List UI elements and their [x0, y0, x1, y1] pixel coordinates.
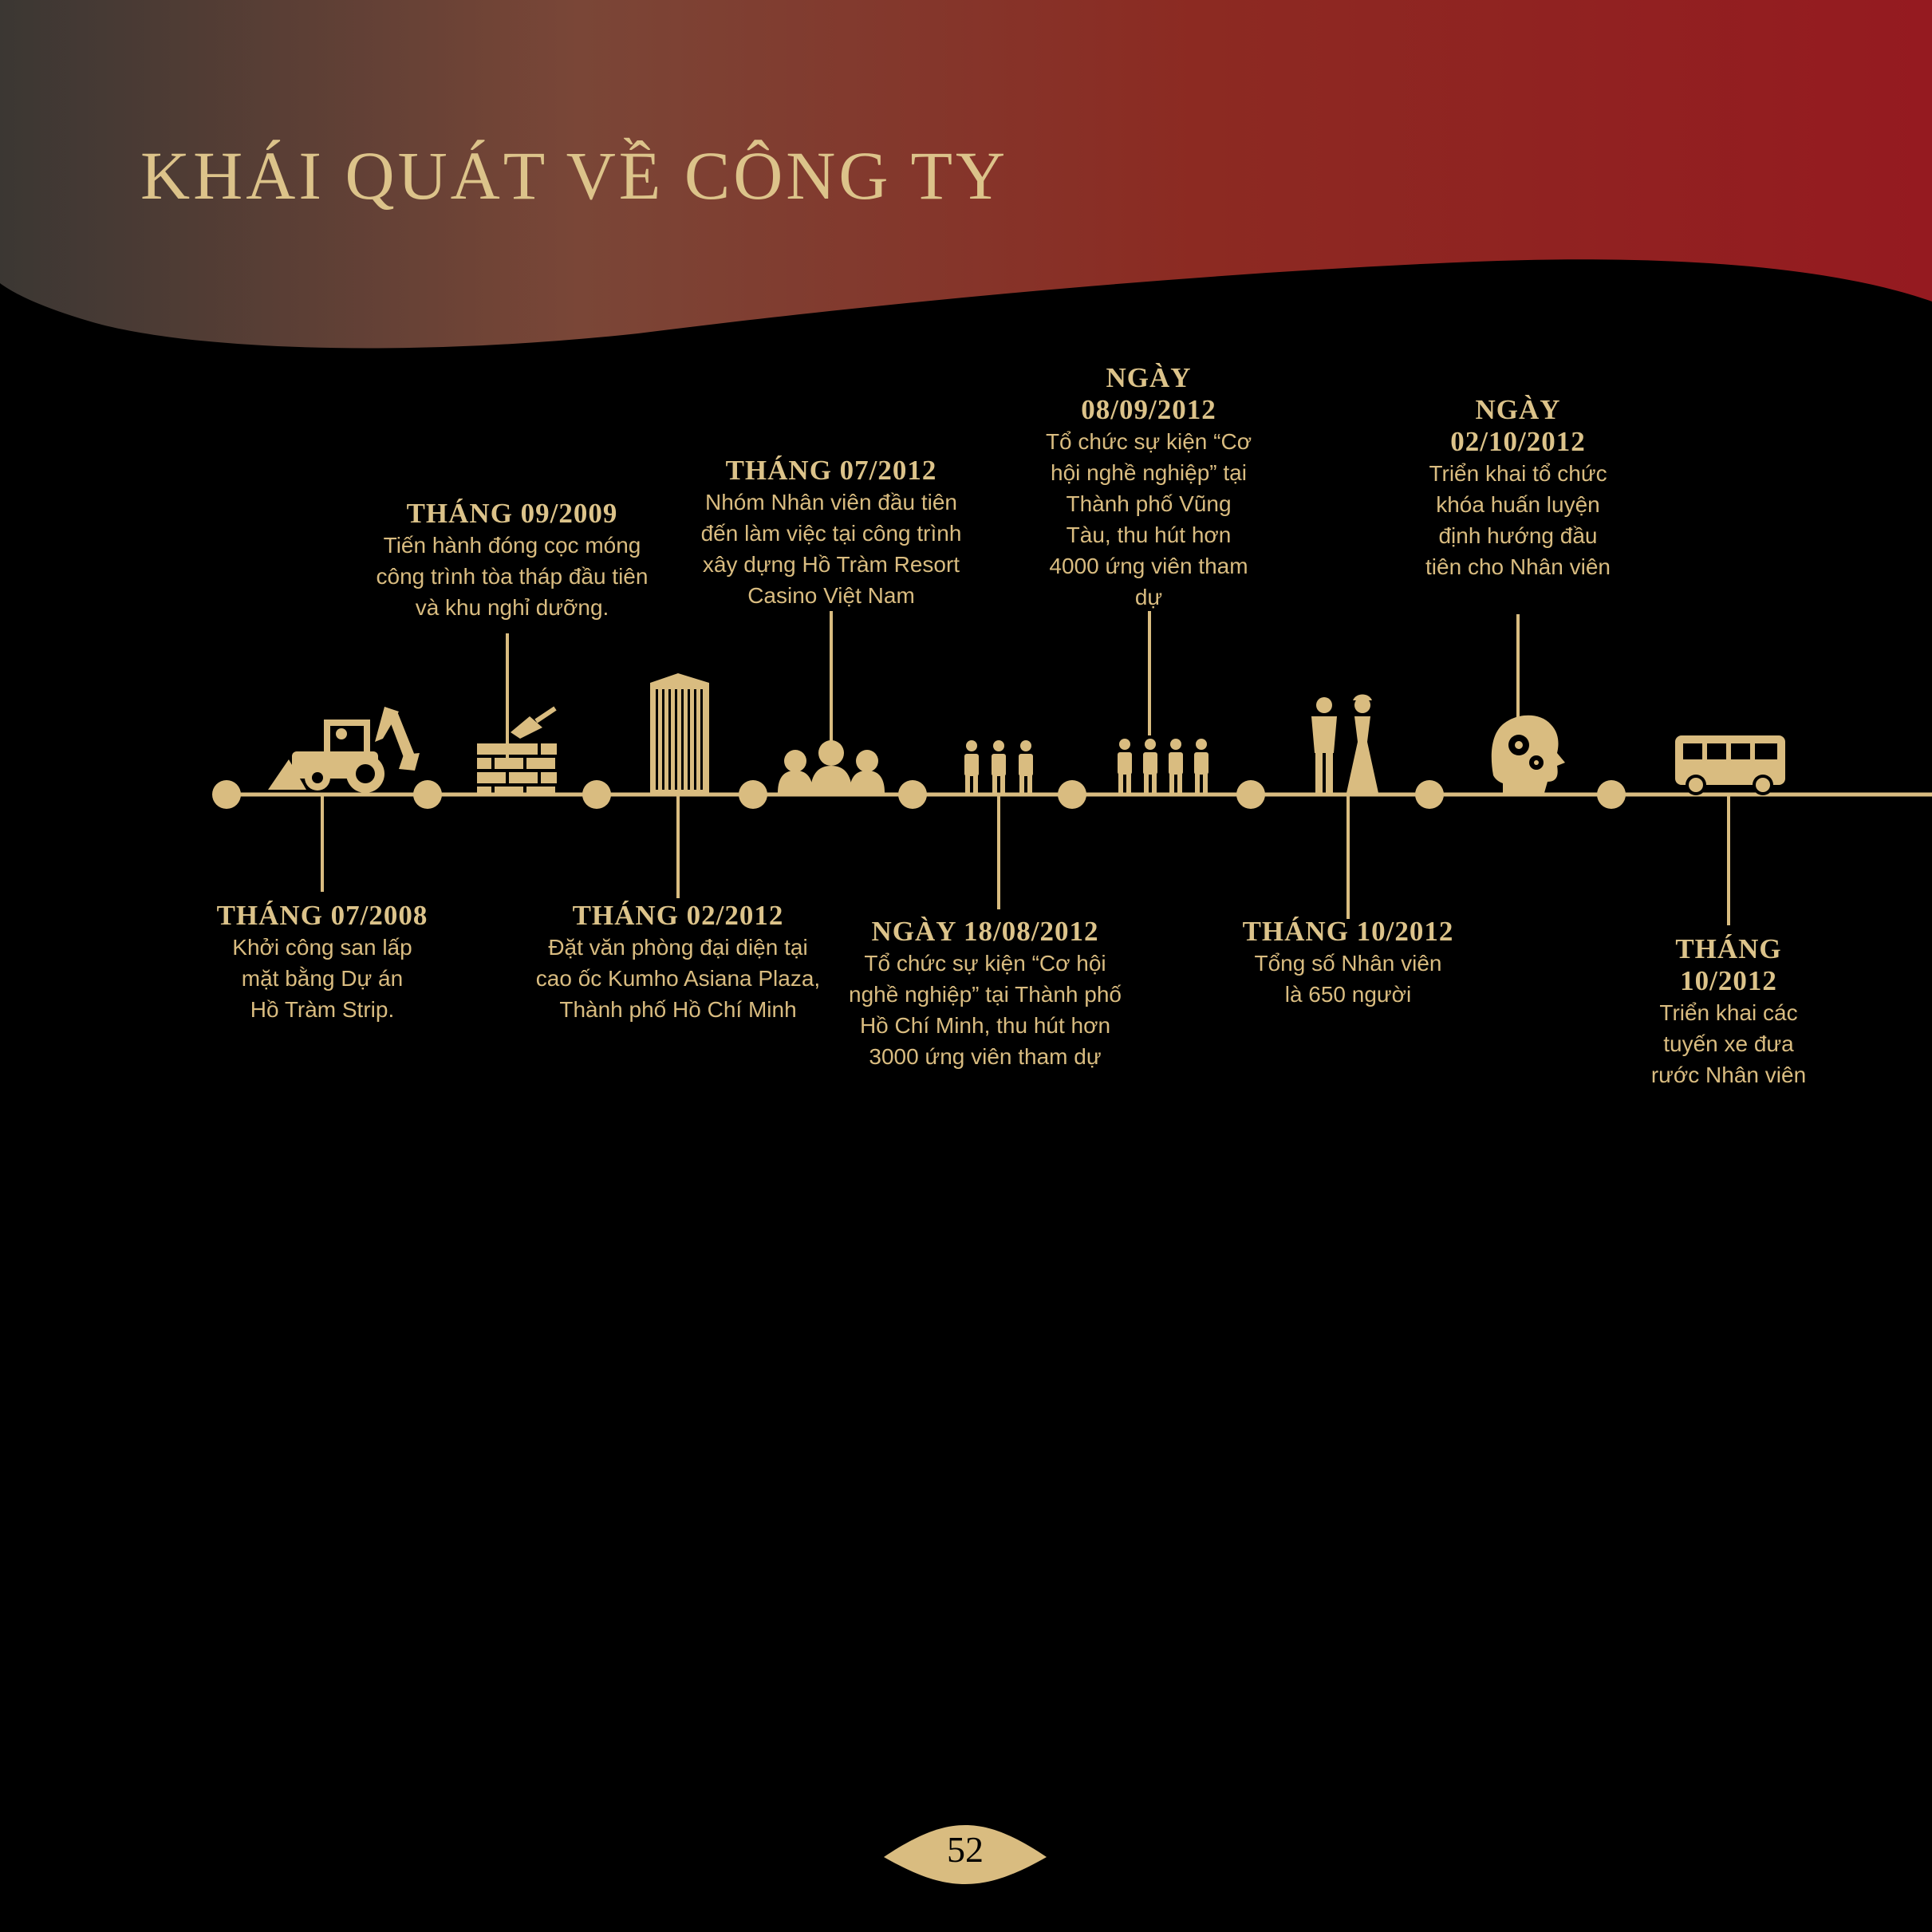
event-date: NGÀY 18/08/2012 [871, 916, 1099, 947]
event-date: THÁNG 10/2012 [1675, 933, 1782, 996]
bulldozer-icon [268, 707, 420, 793]
four-people-icon [1118, 739, 1208, 793]
event-description: Tổ chức sự kiện “Cơ hội nghề nghiệp” tại Thành phố Vũng Tàu, thu hút hơn 4000 ứng viên tham dự [1045, 429, 1252, 609]
timeline-node [1236, 780, 1265, 809]
three-people-icon [964, 740, 1033, 793]
event-2012-08-18 [842, 916, 1129, 1072]
bus-icon [1675, 735, 1785, 795]
event-description: Triển khai tổ chức khóa huấn luyện định hướng đầu tiên cho Nhân viên [1425, 461, 1611, 579]
timeline-node [898, 780, 927, 809]
event-date: THÁNG 09/2009 [406, 498, 618, 529]
event-description: Triển khai các tuyến xe đưa rước Nhân viên [1650, 1000, 1807, 1087]
event-2008-07 [195, 900, 450, 1025]
event-date: THÁNG 07/2008 [216, 900, 428, 931]
man-woman-icon [1311, 695, 1378, 794]
event-date: THÁNG 07/2012 [725, 455, 937, 486]
event-2012-10-02 [1412, 394, 1624, 582]
event-description: Đặt văn phòng đại diện tại cao ốc Kumho Asiana Plaza, Thành phố Hồ Chí Minh [535, 935, 821, 1022]
event-date: THÁNG 10/2012 [1242, 916, 1454, 947]
event-description: Tiến hành đóng cọc móng công trình tòa tháp đầu tiên và khu nghỉ dưỡng. [376, 533, 649, 620]
timeline-node [413, 780, 442, 809]
timeline-node [212, 780, 241, 809]
event-description: Tổng số Nhân viên là 650 người [1254, 951, 1442, 1007]
head-gears-icon [1492, 716, 1565, 793]
event-2012-07 [686, 455, 976, 611]
event-description: Khởi công san lấp mặt bằng Dự án Hồ Tràm Strip. [232, 935, 412, 1022]
event-2012-09-08 [1037, 362, 1260, 613]
event-2012-10-staff [1220, 916, 1476, 1010]
team-people-icon [778, 740, 885, 793]
event-date: NGÀY 02/10/2012 [1450, 394, 1586, 457]
timeline-node [582, 780, 611, 809]
event-2012-02 [526, 900, 830, 1025]
event-description: Nhóm Nhân viên đầu tiên đến làm việc tại công trình xây dựng Hồ Tràm Resort Casino Việt Nam [700, 490, 962, 608]
event-description: Tổ chức sự kiện “Cơ hội nghề nghiệp” tại Thành phố Hồ Chí Minh, thu hút hơn 3000 ứng viên tham dự [849, 951, 1122, 1069]
timeline-node [1415, 780, 1444, 809]
event-date: THÁNG 02/2012 [572, 900, 784, 931]
brick-wall-icon [477, 708, 557, 793]
page-number: 52 [947, 1829, 984, 1870]
timeline-node [1058, 780, 1086, 809]
timeline-node [1597, 780, 1626, 809]
event-date: NGÀY 08/09/2012 [1081, 362, 1216, 425]
timeline-node [739, 780, 767, 809]
event-2009-09 [361, 498, 664, 623]
page-title: KHÁI QUÁT VỀ CÔNG TY [140, 137, 1009, 214]
event-2012-10-bus [1637, 933, 1820, 1090]
office-tower-icon [650, 673, 709, 793]
